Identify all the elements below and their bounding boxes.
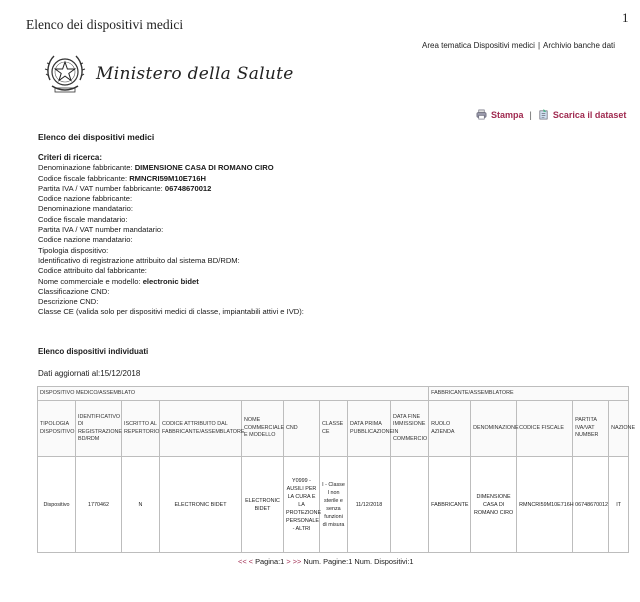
criteria-row <box>38 256 304 266</box>
table-cell: I - Classe I non sterile e senza funzioni di misura <box>320 457 348 553</box>
results-title: Elenco dispositivi individuati <box>38 347 149 356</box>
criteria-row <box>38 277 304 287</box>
area-tematica-link[interactable]: Area tematica Dispositivi medici <box>422 41 535 50</box>
table-row <box>38 457 629 553</box>
criteria-value: 06748670012 <box>164 183 212 193</box>
top-links-separator: | <box>537 41 541 50</box>
pager-page-value: 1 <box>280 557 285 566</box>
criteria-value: electronic bidet <box>142 276 199 286</box>
criteria-label: Codice nazione mandatario: <box>38 235 133 245</box>
pager-pages-count: Num. Pagine:1 <box>303 557 353 566</box>
criteria-row <box>38 194 304 204</box>
table-cell: N <box>122 457 160 553</box>
criteria-label: Partita IVA / VAT number mandatario: <box>38 225 164 235</box>
devices-table <box>37 386 636 553</box>
criteria-row <box>38 184 304 194</box>
pagination <box>238 557 414 566</box>
group-header-manufacturer: FABBRICANTE/ASSEMBLATORE <box>429 387 629 401</box>
criteria-value: DIMENSIONE CASA DI ROMANO CIRO <box>134 163 274 173</box>
criteria-label: Nome commerciale e modello: <box>38 276 141 286</box>
archivio-banche-dati-link[interactable]: Archivio banche dati <box>543 41 616 50</box>
pager-prev-button[interactable]: << < <box>238 557 254 566</box>
table-cell: Y0999 - AUSILI PER LA CURA E LA PROTEZIONE PERSONALE - ALTRI <box>284 457 320 553</box>
print-icon[interactable] <box>476 109 487 120</box>
column-header: DENOMINAZIONE <box>471 401 517 457</box>
criteria-label: Codice fiscale fabbricante: <box>38 173 128 183</box>
criteria-heading: Criteri di ricerca: <box>38 153 103 162</box>
criteria-row <box>38 287 304 297</box>
table-column-header <box>38 401 629 457</box>
criteria-row <box>38 235 304 245</box>
group-header-device: DISPOSITIVO MEDICO/ASSEMBLATO <box>38 387 429 401</box>
ministry-logo-text: Ministero della Salute <box>96 64 294 84</box>
criteria-label: Partita IVA / VAT number fabbricante: <box>38 183 163 193</box>
pager-devices-count: Num. Dispositivi:1 <box>354 557 414 566</box>
column-header: DATA FINE IMMISSIONE IN COMMERCIO <box>391 401 429 457</box>
criteria-row <box>38 215 304 225</box>
table-cell: 06748670012 <box>573 457 609 553</box>
table-cell <box>391 457 429 553</box>
table-group-header <box>38 387 629 401</box>
section-title: Elenco dei dispositivi medici <box>38 132 155 142</box>
table-cell: RMNCRI59M10E716H <box>517 457 573 553</box>
column-header: TIPOLOGIA DISPOSITIVO <box>38 401 76 457</box>
actions-separator: | <box>529 109 532 120</box>
pager-page-label: Pagina: <box>255 557 281 566</box>
criteria-label: Codice attribuito dal fabbricante: <box>38 266 147 276</box>
criteria-label: Tipologia dispositivo: <box>38 245 109 255</box>
table-cell: DIMENSIONE CASA DI ROMANO CIRO <box>471 457 517 553</box>
column-header: CND <box>284 401 320 457</box>
criteria-row <box>38 297 304 307</box>
data-updated-date: Dati aggiornati al:15/12/2018 <box>38 369 141 378</box>
column-header: CODICE ATTRIBUITO DAL FABBRICANTE/ASSEMBLATORE <box>160 401 242 457</box>
table-cell: ELECTRONIC BIDET <box>160 457 242 553</box>
criteria-row <box>38 174 304 184</box>
criteria-label: Classificazione CND: <box>38 286 110 296</box>
table-body <box>38 457 629 553</box>
criteria-row <box>38 266 304 276</box>
pager-next-button[interactable]: > >> <box>286 557 302 566</box>
criteria-row <box>38 246 304 256</box>
column-header: RUOLO AZIENDA <box>429 401 471 457</box>
table-cell: FABBRICANTE <box>429 457 471 553</box>
criteria-row <box>38 163 304 173</box>
criteria-label: Codice fiscale mandatario: <box>38 214 128 224</box>
criteria-row <box>38 204 304 214</box>
download-dataset-icon[interactable] <box>538 109 549 120</box>
table-cell: ELECTRONIC BIDET <box>242 457 284 553</box>
column-header: NAZIONE <box>609 401 629 457</box>
top-links <box>422 41 615 50</box>
column-header: ISCRITTO AL REPERTORIO <box>122 401 160 457</box>
search-criteria <box>38 153 304 318</box>
italian-republic-emblem-icon <box>40 50 90 102</box>
column-header: DATA PRIMA PUBBLICAZIONE <box>348 401 391 457</box>
page-number: 1 <box>622 10 629 25</box>
table-cell: IT <box>609 457 629 553</box>
table-cell: 1770462 <box>76 457 122 553</box>
criteria-value: RMNCRI59M10E716H <box>129 173 207 183</box>
criteria-row <box>38 225 304 235</box>
criteria-label: Codice nazione fabbricante: <box>38 194 133 204</box>
criteria-label: Descrizione CND: <box>38 297 99 307</box>
table-cell: 11/12/2018 <box>348 457 391 553</box>
devices-table-wrapper <box>37 386 636 553</box>
column-header: PARTITA IVA/VAT NUMBER <box>573 401 609 457</box>
criteria-row <box>38 307 304 317</box>
column-header: CODICE FISCALE <box>517 401 573 457</box>
criteria-list <box>38 163 304 317</box>
column-header: CLASSE CE <box>320 401 348 457</box>
download-dataset-link[interactable]: Scarica il dataset <box>552 109 627 120</box>
actions-bar <box>476 109 626 120</box>
criteria-label: Identificativo di registrazione attribuito dal sistema BD/RDM: <box>38 255 240 265</box>
criteria-label: Denominazione fabbricante: <box>38 163 133 173</box>
print-link[interactable]: Stampa <box>491 109 524 120</box>
column-header: NOME COMMERCIALE E MODELLO <box>242 401 284 457</box>
table-cell: Dispositivo <box>38 457 76 553</box>
column-header: IDENTIFICATIVO DI REGISTRAZIONE BD/RDM <box>76 401 122 457</box>
criteria-label: Classe CE (valida solo per dispositivi medici di classe, impiantabili attivi e IVD): <box>38 307 304 317</box>
document-title: Elenco dei dispositivi medici <box>26 17 184 32</box>
criteria-label: Denominazione mandatario: <box>38 204 133 214</box>
